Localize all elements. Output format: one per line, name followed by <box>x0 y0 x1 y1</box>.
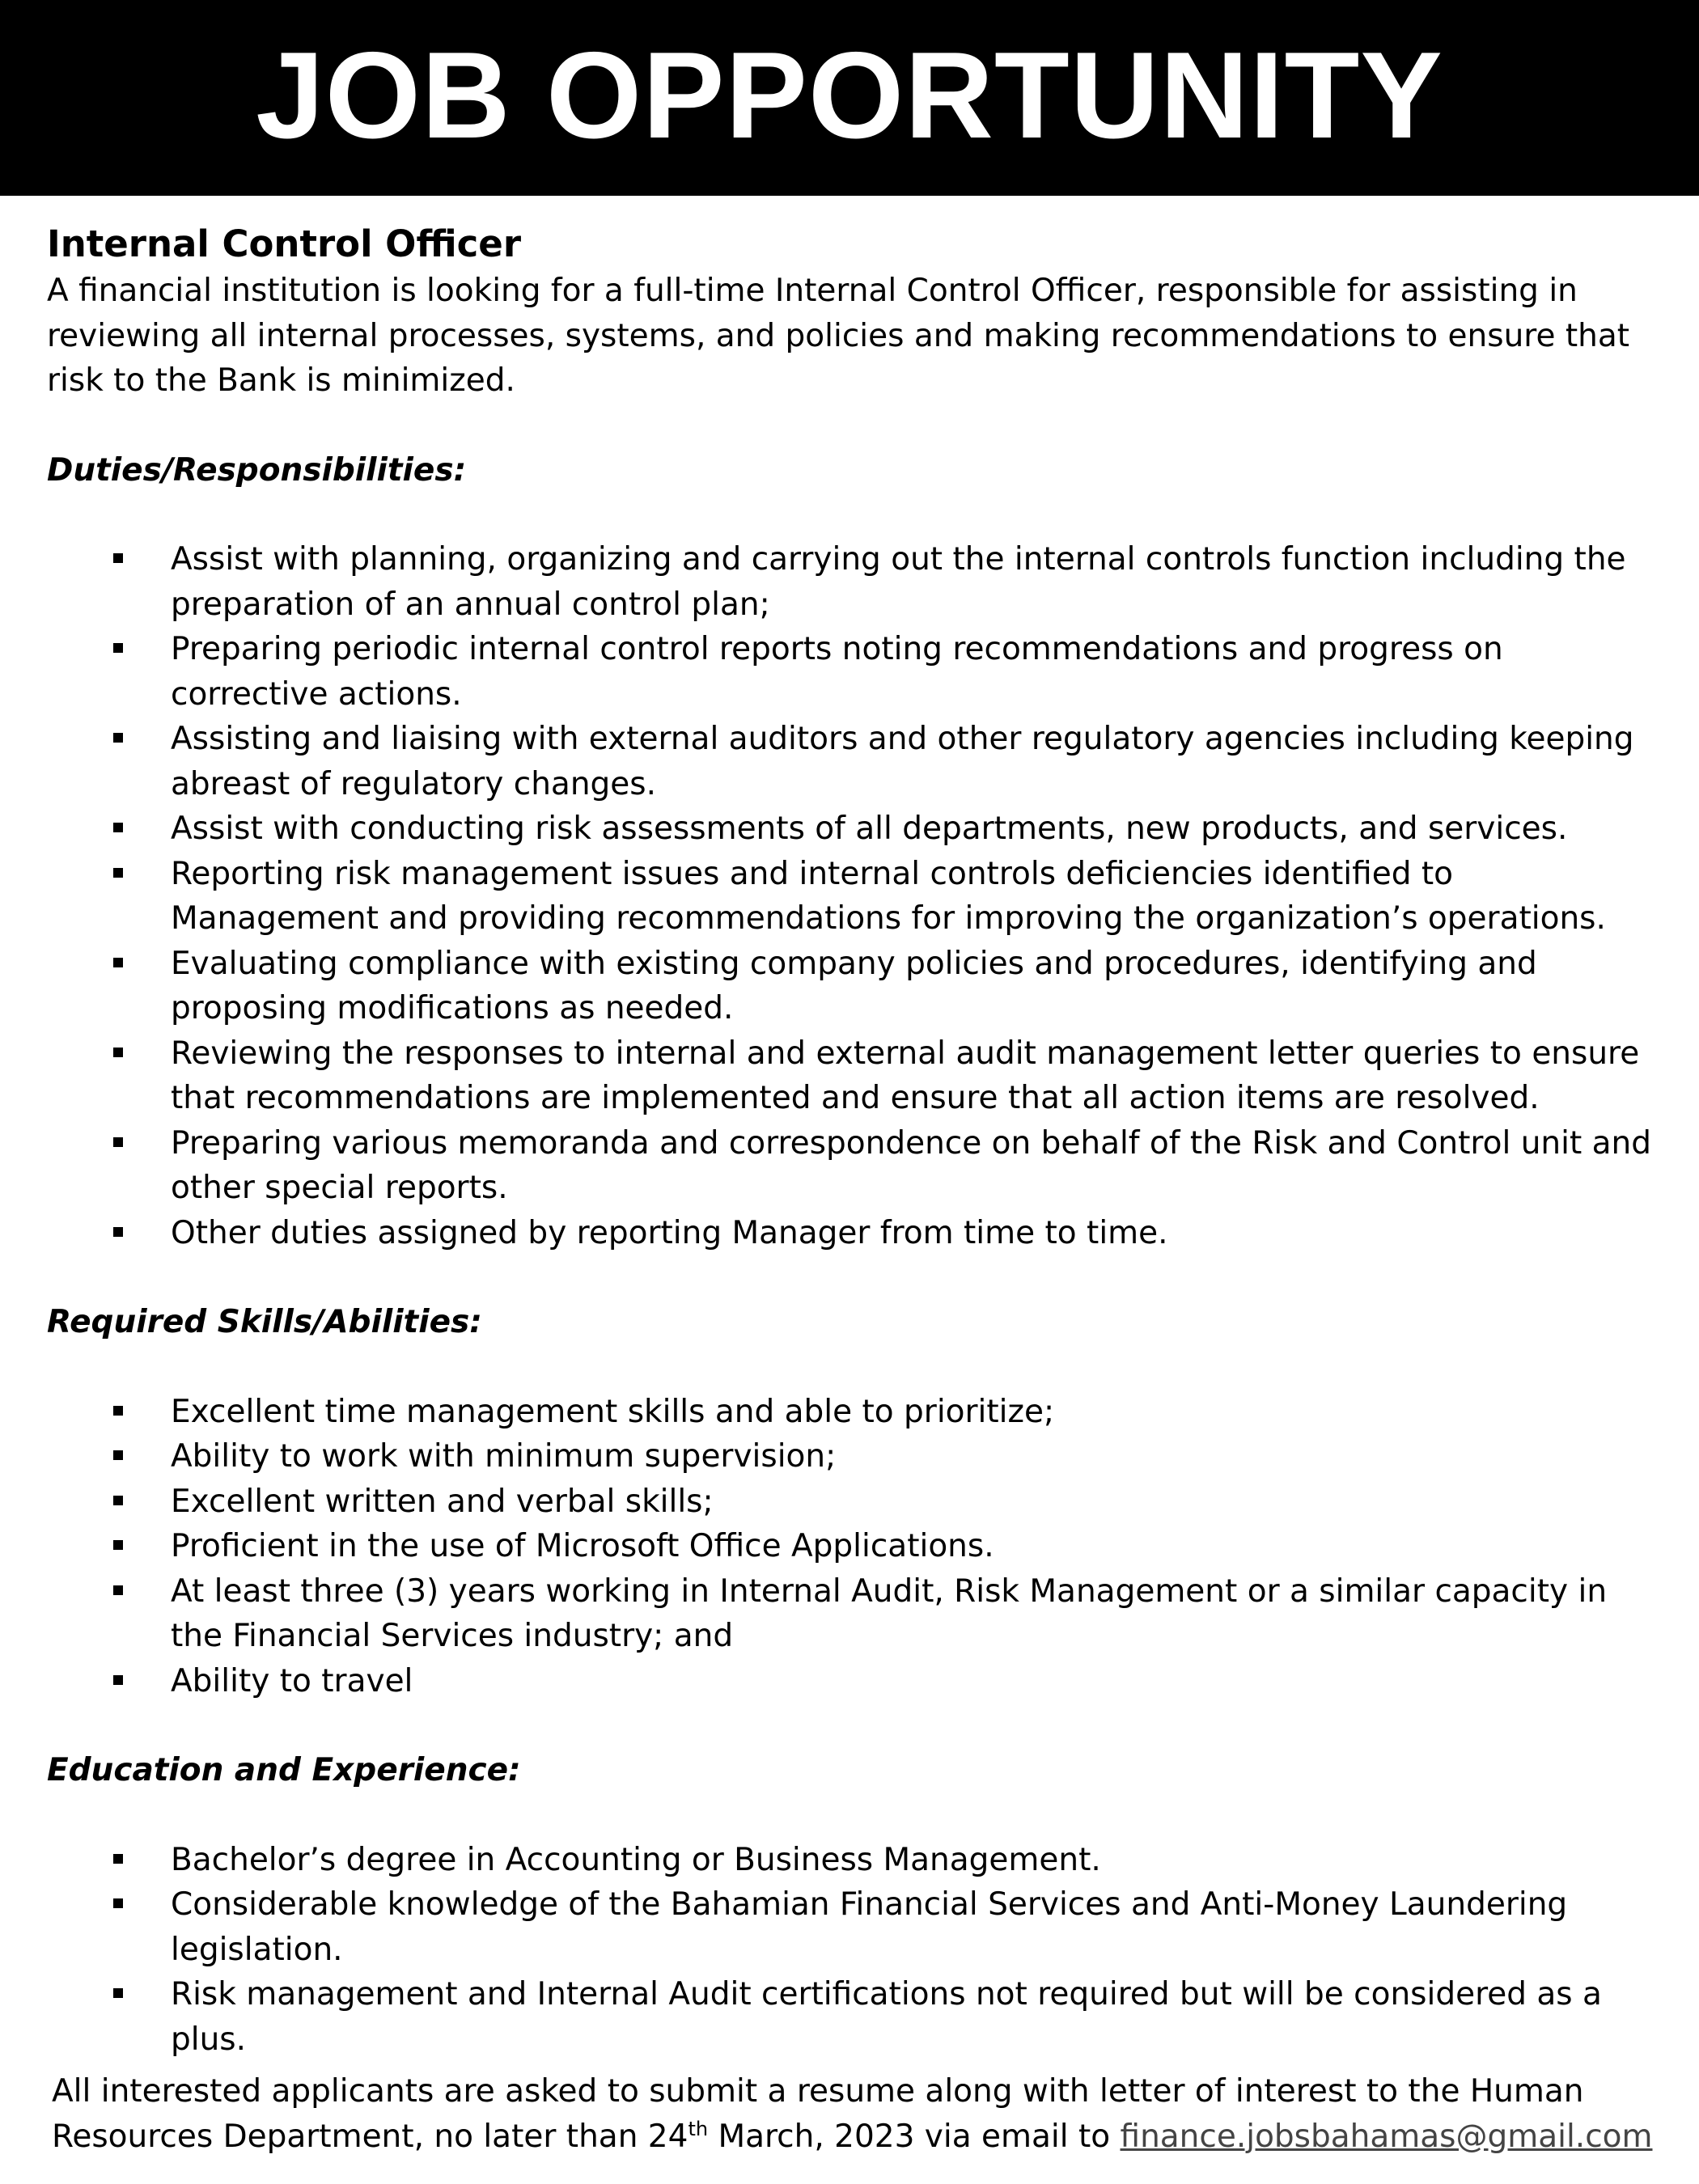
list-item <box>47 1659 1665 1704</box>
square-bullet-icon <box>113 1540 123 1550</box>
square-bullet-icon <box>113 1675 123 1685</box>
list-item <box>47 1211 1665 1256</box>
square-bullet-icon <box>113 823 123 832</box>
list-item <box>47 1434 1665 1479</box>
footer-text-after-date: March, 2023 via email to <box>708 2118 1121 2155</box>
list-item-text: Excellent time management skills and able to prioritize; <box>171 1393 1055 1430</box>
list-item-text: Other duties assigned by reporting Manager from time to time. <box>171 1214 1168 1251</box>
job-posting-body <box>47 220 1665 2062</box>
section-heading-skills: Required Skills/Abilities: <box>47 1304 482 1340</box>
application-instructions <box>52 2069 1678 2159</box>
list-item-text: Ability to travel <box>171 1662 413 1699</box>
square-bullet-icon <box>113 1406 123 1416</box>
list-item-text: Assist with conducting risk assessments of all departments, new products, and services. <box>171 811 1568 847</box>
section-heading-education: Education and Experience: <box>47 1752 521 1788</box>
square-bullet-icon <box>113 1048 123 1057</box>
square-bullet-icon <box>113 958 123 967</box>
skills-list <box>47 1390 1665 1704</box>
list-item-text: Bachelor’s degree in Accounting or Business Management. <box>171 1841 1101 1878</box>
job-title: Internal Control Officer <box>47 222 522 265</box>
square-bullet-icon <box>113 1854 123 1864</box>
list-item-text: Considerable knowledge of the Bahamian Financial Services and Anti-Money Laundering legislation. <box>171 1886 1568 1968</box>
list-item-text: Risk management and Internal Audit certifications not required but will be considered as a plus. <box>171 1976 1602 2058</box>
list-item-text: Proficient in the use of Microsoft Office Applications. <box>171 1528 994 1564</box>
skills-section <box>47 1300 1665 1704</box>
list-item <box>47 1838 1665 1883</box>
education-list <box>47 1838 1665 2063</box>
list-item-text: Excellent written and verbal skills; <box>171 1483 714 1520</box>
list-item-text: Preparing periodic internal control reports noting recommendations and progress on corrective actions. <box>171 631 1503 713</box>
list-item-text: Preparing various memoranda and correspondence on behalf of the Risk and Control unit and other special reports. <box>171 1124 1652 1206</box>
square-bullet-icon <box>113 553 123 563</box>
list-item <box>47 627 1665 717</box>
square-bullet-icon <box>113 643 123 653</box>
square-bullet-icon <box>113 1496 123 1505</box>
list-item-text: Ability to work with minimum supervision; <box>171 1438 837 1475</box>
square-bullet-icon <box>113 1450 123 1460</box>
square-bullet-icon <box>113 868 123 878</box>
list-item <box>47 1972 1665 2062</box>
list-item-text: Reviewing the responses to internal and external audit management letter queries to ensure that recommendations are implemented and ensure that all action items are resolved. <box>171 1035 1640 1116</box>
list-item <box>47 537 1665 627</box>
list-item-text: Assist with planning, organizing and carrying out the internal controls function including the preparation of an annual control plan; <box>171 541 1626 623</box>
list-item <box>47 1524 1665 1569</box>
duties-section <box>47 448 1665 1256</box>
duties-list <box>47 537 1665 1255</box>
header-banner <box>0 0 1699 196</box>
list-item-text: Assisting and liaising with external auditors and other regulatory agencies including keeping abreast of regulatory changes. <box>171 721 1634 802</box>
square-bullet-icon <box>113 1988 123 1998</box>
footer-text-before-date: All interested applicants are asked to submit a resume along with letter of interest to the Human Resources Department, no later than 24 <box>52 2073 1584 2155</box>
email-link[interactable]: finance.jobsbahamas@gmail.com <box>1120 2118 1653 2155</box>
list-item <box>47 1031 1665 1121</box>
list-item <box>47 1121 1665 1211</box>
square-bullet-icon <box>113 1898 123 1908</box>
list-item <box>47 806 1665 852</box>
square-bullet-icon <box>113 1585 123 1595</box>
square-bullet-icon <box>113 1137 123 1147</box>
list-item-text: Evaluating compliance with existing company policies and procedures, identifying and proposing modifications as needed. <box>171 945 1537 1026</box>
education-section <box>47 1748 1665 2062</box>
date-suffix: th <box>688 2117 709 2140</box>
list-item <box>47 1479 1665 1525</box>
list-item <box>47 1882 1665 1972</box>
list-item-text: Reporting risk management issues and internal controls deficiencies identified to Management and providing recommendations for improving the organization’s operations. <box>171 855 1606 937</box>
list-item <box>47 1390 1665 1435</box>
list-item-text: At least three (3) years working in Internal Audit, Risk Management or a similar capacity in the Financial Services industry; and <box>171 1572 1608 1654</box>
list-item <box>47 942 1665 1031</box>
banner-title: JOB OPPORTUNITY <box>256 27 1443 164</box>
square-bullet-icon <box>113 733 123 743</box>
list-item <box>47 852 1665 942</box>
list-item <box>47 717 1665 806</box>
section-heading-duties: Duties/Responsibilities: <box>47 451 467 489</box>
list-item <box>47 1569 1665 1659</box>
square-bullet-icon <box>113 1227 123 1237</box>
job-intro: A financial institution is looking for a full-time Internal Control Officer, responsible for assisting in reviewing all internal processes, systems, and policies and making recommendations to ensure that risk to the Bank is minimized. <box>47 273 1630 399</box>
